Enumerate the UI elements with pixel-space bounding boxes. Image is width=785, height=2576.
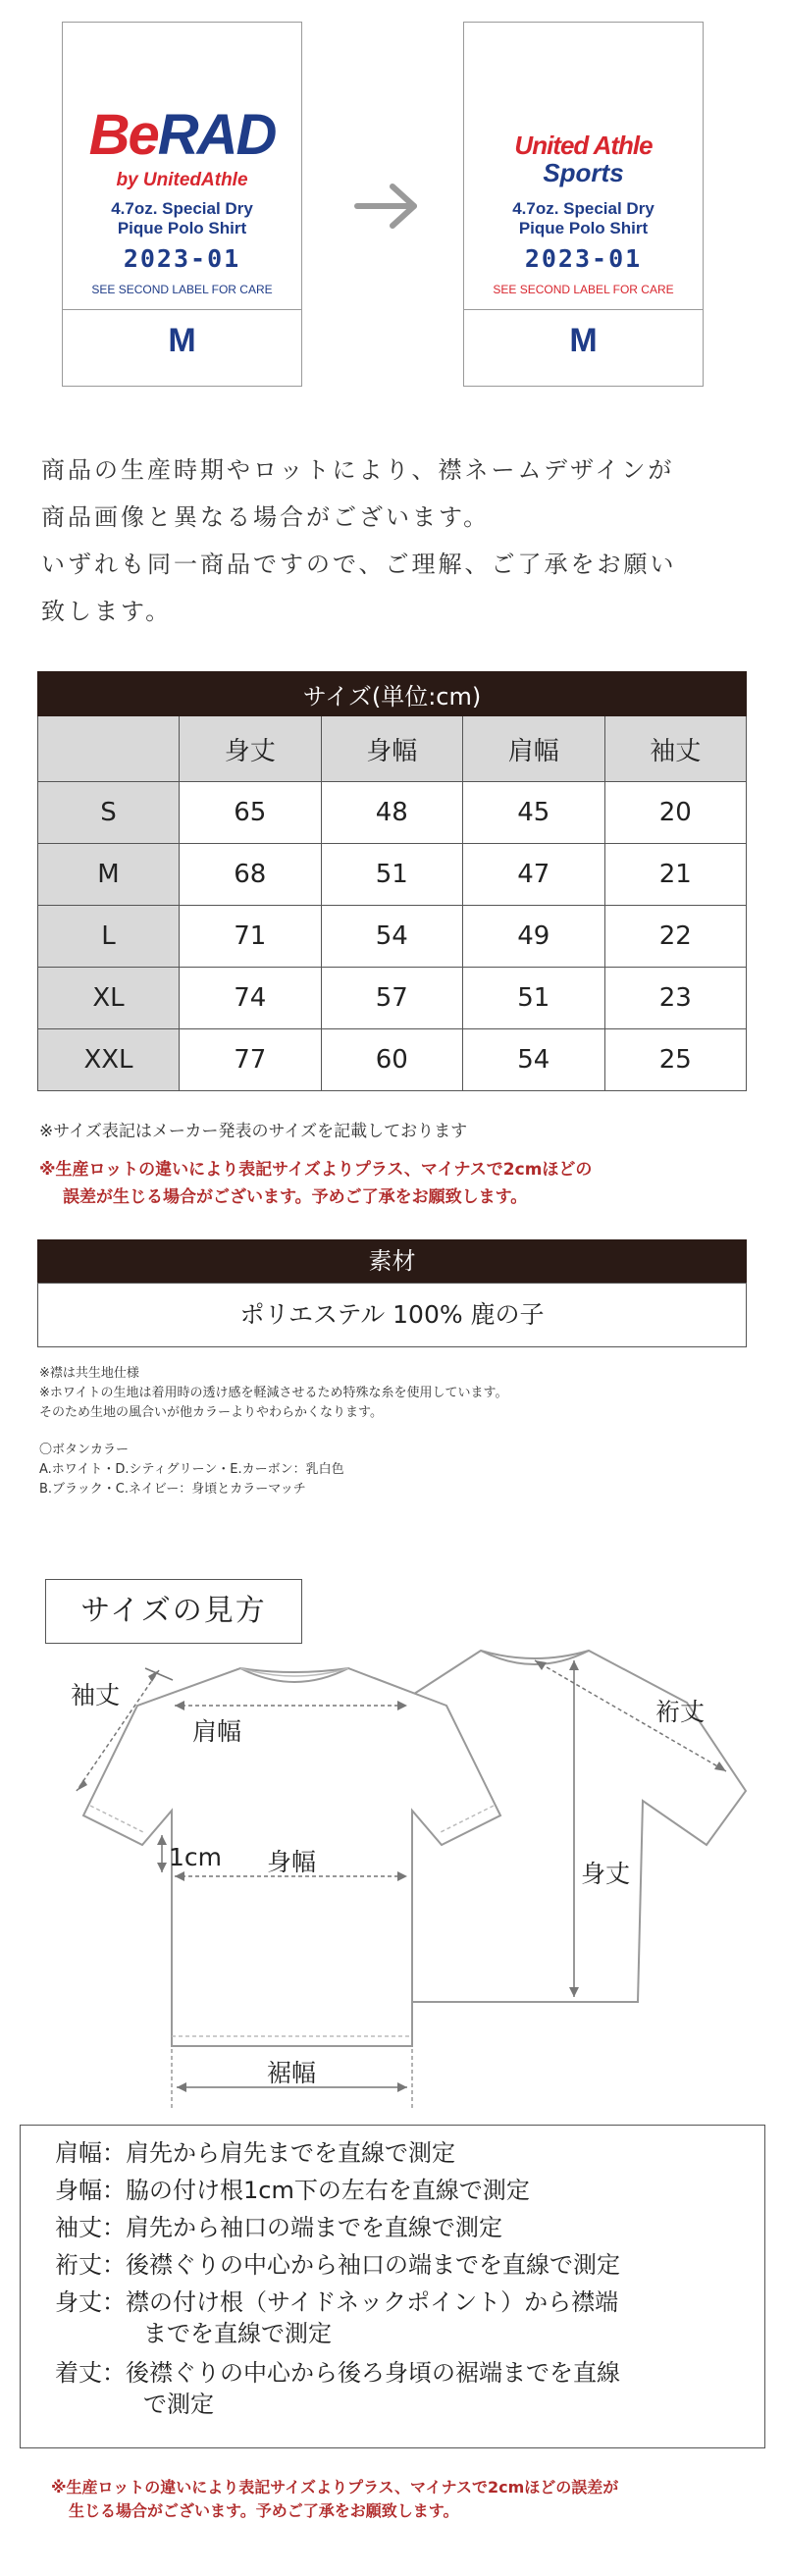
new-care-note: SEE SECOND LABEL FOR CARE [493,283,674,296]
size-table-corner [38,716,180,782]
column-header: 身幅 [321,716,463,782]
label-hem-width: 裾幅 [267,2059,317,2087]
size-warning-line: ※生産ロットの違いにより表記サイズよりプラス、マイナスで2cmほどの [39,1160,593,1180]
definition-item: 身幅：脇の付け根1cm下の左右を直線で測定 [55,2177,530,2204]
footnote-line: 生じる場合がございます。予めご了承をお願致します。 [69,2501,459,2520]
new-spec-line1: 4.7oz. Special Dry [512,199,654,218]
table-cell: 23 [604,968,747,1029]
table-cell: 65 [180,782,322,844]
old-label-size: M [168,322,196,359]
measurement-definitions [20,2125,765,2448]
column-header: 袖丈 [604,716,747,782]
table-row [38,782,747,844]
definition-item: 身丈：襟の付け根（サイドネックポイント）から襟端 までを直線で測定 [55,2288,619,2347]
table-cell: 68 [180,844,322,906]
material-value: ポリエステル 100% 鹿の子 [37,1283,747,1347]
new-brand-sub: Sports [543,158,624,187]
button-color-line: B.ブラック・C.ネイビー：身頃とカラーマッチ [39,1482,306,1497]
definition-item: 袖丈：肩先から袖口の端までを直線で測定 [55,2214,502,2241]
intro-paragraph [41,447,758,635]
row-size: XXL [38,1029,180,1091]
table-cell: 49 [463,906,605,968]
old-spec-line2: Pique Polo Shirt [117,219,247,237]
table-cell: 51 [463,968,605,1029]
table-cell: 22 [604,906,747,968]
column-header: 肩幅 [463,716,605,782]
material-heading: 素材 [37,1239,747,1283]
intro-line: いずれも同一商品ですので、ご理解、ご了承をお願い [41,551,677,578]
table-cell: 20 [604,782,747,844]
row-size: M [38,844,180,906]
column-header: 身丈 [180,716,322,782]
old-care-note: SEE SECOND LABEL FOR CARE [91,283,273,296]
intro-line: 商品の生産時期やロットにより、襟ネームデザインが [41,456,675,484]
table-cell: 54 [321,906,463,968]
new-label-size: M [569,322,598,359]
definition-item: 肩幅：肩先から肩先までを直線で測定 [55,2139,455,2167]
label-one-cm: 1cm [169,1843,223,1871]
old-label-tag [62,22,302,387]
table-cell: 60 [321,1029,463,1091]
table-cell: 57 [321,968,463,1029]
table-cell: 48 [321,782,463,844]
fabric-notes [39,1364,507,1499]
table-row [38,906,747,968]
old-brand-sub: by UnitedAthle [116,170,248,190]
row-size: L [38,906,180,968]
fabric-note-line: ※ホワイトの生地は着用時の透け感を軽減させるため特殊な糸を使用しています。 [39,1386,508,1400]
intro-line: 商品画像と異なる場合がございます。 [41,503,491,531]
old-lot-code: 2023-01 [123,244,241,273]
arrow-right-icon [353,182,422,231]
label-body-length: 身丈 [581,1860,631,1888]
new-label-tag [463,22,704,387]
new-brand-logo: United Athle [514,131,653,160]
intro-line: 致します。 [41,598,173,625]
table-cell: 45 [463,782,605,844]
old-brand-logo: BeRAD [88,103,276,167]
button-color-title: 〇ボタンカラー [39,1443,130,1457]
table-row [38,844,747,906]
table-row [38,968,747,1029]
fabric-note-line: ※襟は共生地仕様 [39,1366,139,1381]
table-cell: 21 [604,844,747,906]
table-cell: 25 [604,1029,747,1091]
footnote-line: ※生産ロットの違いにより表記サイズよりプラス、マイナスで2cmほどの誤差が [51,2478,619,2497]
label-chest-width: 身幅 [267,1848,317,1876]
definition-item: 着丈：後襟ぐりの中心から後ろ身頃の裾端までを直線 で測定 [55,2359,620,2418]
new-lot-code: 2023-01 [524,244,643,273]
size-table-caption: サイズ(単位:cm) [38,672,747,716]
footnote-warning [51,2476,758,2523]
size-warning [39,1156,756,1211]
definition-item: 裄丈：後襟ぐりの中心から袖口の端までを直線で測定 [55,2251,620,2279]
new-label-divider [464,309,703,310]
row-size: XL [38,968,180,1029]
row-size: S [38,782,180,844]
table-cell: 54 [463,1029,605,1091]
table-cell: 74 [180,968,322,1029]
old-label-divider [63,309,301,310]
label-sleeve-length: 袖丈 [71,1681,121,1709]
size-warning-line: 誤差が生じる場合がございます。予めご了承をお願致します。 [63,1187,528,1207]
size-table [37,671,747,1091]
new-spec-line2: Pique Polo Shirt [518,219,649,237]
table-cell: 51 [321,844,463,906]
table-cell: 47 [463,844,605,906]
table-cell: 77 [180,1029,322,1091]
label-shoulder-width: 肩幅 [192,1717,242,1746]
size-note: ※サイズ表記はメーカー発表のサイズを記載しております [39,1122,468,1141]
table-row [38,1029,747,1091]
size-guide-title: サイズの見方 [45,1579,302,1644]
label-yuki-length: 裄丈 [655,1698,706,1726]
table-cell: 71 [180,906,322,968]
old-spec-line1: 4.7oz. Special Dry [111,199,253,218]
fabric-note-line: そのため生地の風合いが他カラーよりやわらかくなります。 [39,1405,383,1420]
button-color-line: A.ホワイト・D.シティグリーン・E.カーボン：乳白色 [39,1462,344,1477]
